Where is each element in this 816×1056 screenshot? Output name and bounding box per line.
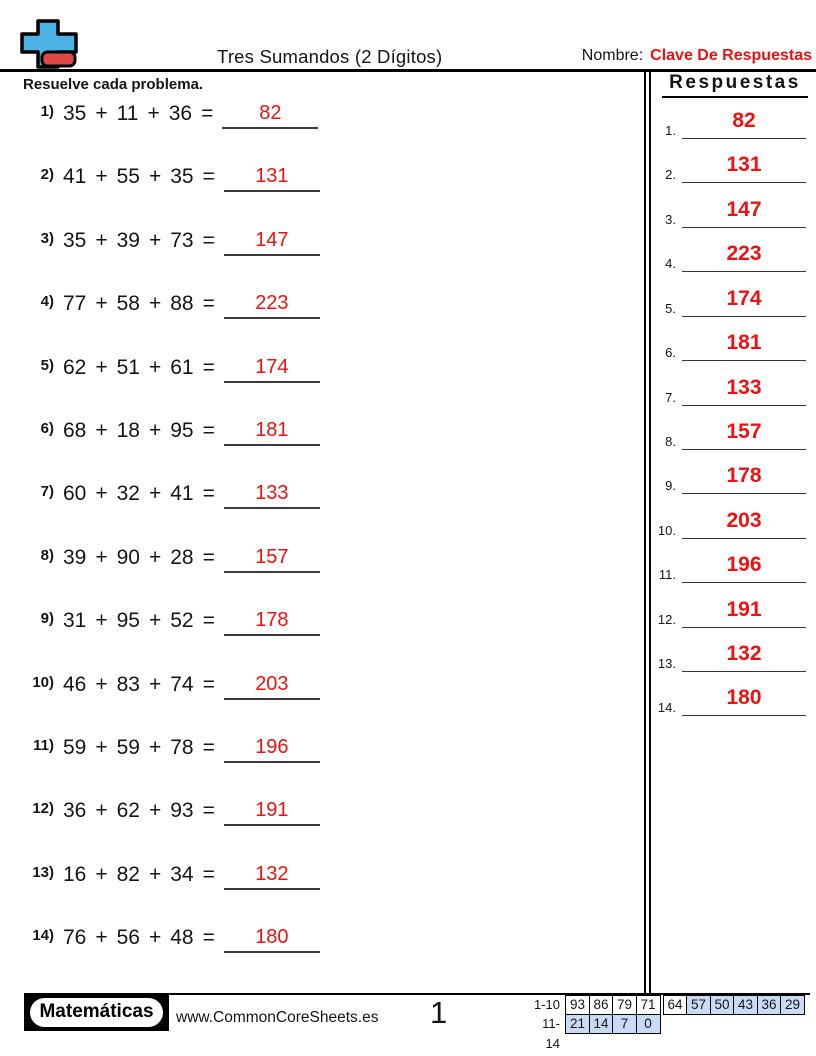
problem-expression — [63, 797, 215, 825]
page-number: 1 — [430, 995, 448, 1030]
problem-number: 14) — [32, 927, 54, 945]
plus-operator: + — [148, 482, 162, 506]
score-cell: 36 — [757, 995, 782, 1015]
problem-row — [24, 354, 320, 386]
addend: 77 — [63, 292, 87, 316]
answer-key-value: 131 — [682, 149, 806, 183]
problem-expression — [63, 544, 215, 572]
answers-panel-title: Respuestas — [662, 72, 808, 98]
website-url: www.CommonCoreSheets.es — [176, 1009, 379, 1026]
answer-blank: 191 — [224, 797, 320, 826]
answer-blank: 174 — [224, 354, 320, 383]
answer-key-number: 13. — [657, 656, 676, 672]
answer-key-value: 203 — [682, 505, 806, 539]
addend: 88 — [170, 292, 194, 316]
answer-blank: 133 — [224, 480, 320, 509]
problem-expression — [63, 861, 215, 889]
answer-blank: 178 — [224, 607, 320, 636]
plus-operator: + — [95, 862, 108, 886]
addend: 62 — [63, 355, 87, 379]
answer-key-item — [652, 238, 816, 272]
answer-key-number: 1. — [665, 123, 676, 138]
plus-operator: + — [148, 355, 162, 379]
score-cell: 64 — [663, 995, 688, 1015]
name-label: Nombre: — [581, 47, 644, 64]
problem-row — [24, 480, 320, 512]
problem-row — [24, 607, 320, 639]
score-cell: 21 — [565, 1014, 590, 1034]
addend: 41 — [63, 165, 87, 189]
score-cell: 7 — [612, 1014, 637, 1034]
problem-row — [24, 924, 320, 956]
score-cells — [565, 1014, 661, 1034]
plus-operator: + — [95, 736, 108, 759]
answer-key-value: 191 — [682, 594, 806, 628]
addend: 16 — [63, 862, 87, 886]
score-cell: 0 — [636, 1014, 661, 1034]
addend: 35 — [63, 102, 87, 125]
plus-operator: + — [148, 609, 162, 633]
equals-sign: = — [202, 736, 215, 759]
brand-badge: Matemáticas — [30, 998, 162, 1027]
addend: 82 — [116, 862, 140, 886]
answer-key-number: 10. — [657, 522, 676, 538]
answer-blank: 223 — [224, 290, 320, 319]
plus-operator: + — [95, 228, 108, 252]
addend: 59 — [116, 736, 140, 759]
plus-operator: + — [95, 926, 108, 950]
addend: 51 — [116, 355, 140, 379]
answer-blank: 203 — [224, 671, 320, 700]
answer-key-item — [652, 194, 816, 228]
answer-key-value: 132 — [682, 638, 806, 672]
answer-key-item — [652, 416, 816, 450]
answer-key-item — [652, 460, 816, 494]
addend: 55 — [116, 165, 140, 189]
answer-key-item — [652, 549, 816, 583]
problem-number: 13) — [32, 863, 54, 881]
logo-red-bar — [42, 52, 75, 66]
answer-blank: 131 — [224, 163, 320, 192]
problem-number: 2) — [40, 166, 54, 184]
addend: 76 — [63, 926, 87, 950]
answer-key-number: 7. — [665, 389, 676, 405]
addend: 39 — [63, 545, 87, 569]
problem-number: 10) — [32, 673, 54, 691]
problem-expression — [63, 227, 215, 255]
answer-key-value: 147 — [682, 194, 806, 228]
plus-operator: + — [148, 165, 162, 189]
problem-number: 12) — [32, 800, 54, 818]
score-cell: 79 — [612, 995, 637, 1015]
problem-row — [24, 544, 320, 576]
answer-key-number: 3. — [665, 211, 676, 227]
problem-number: 8) — [40, 546, 54, 564]
equals-sign: = — [202, 292, 215, 316]
addend: 61 — [170, 355, 194, 379]
plus-operator: + — [148, 862, 162, 886]
problems-list — [24, 100, 364, 990]
equals-sign: = — [202, 672, 215, 696]
answer-key-item — [652, 105, 816, 139]
equals-sign: = — [202, 862, 215, 886]
plus-operator: + — [95, 355, 108, 379]
plus-operator: + — [148, 672, 162, 696]
answer-key-number: 14. — [657, 700, 676, 716]
addend: 93 — [170, 799, 194, 823]
answer-blank: 196 — [224, 734, 320, 763]
equals-sign: = — [201, 102, 214, 125]
addend: 73 — [170, 228, 194, 252]
plus-operator: + — [95, 609, 108, 633]
problem-row — [24, 861, 320, 893]
answer-key-item — [652, 283, 816, 317]
answer-blank: 147 — [224, 227, 320, 256]
addend: 39 — [116, 228, 140, 252]
equals-sign: = — [202, 545, 215, 569]
answer-blank: 82 — [222, 100, 318, 129]
answer-key-number: 12. — [657, 611, 676, 627]
answer-key-number: 2. — [665, 167, 676, 183]
answer-key-number: 6. — [665, 345, 676, 361]
plus-operator: + — [95, 419, 108, 442]
answer-key-item — [652, 594, 816, 628]
answer-blank: 157 — [224, 544, 320, 573]
problem-expression — [63, 354, 215, 382]
name-value: Clave De Respuestas — [650, 47, 812, 64]
addend: 28 — [170, 545, 194, 569]
answer-key-number: 5. — [665, 300, 676, 316]
answer-key-value: 82 — [682, 105, 806, 139]
answer-blank: 180 — [224, 924, 320, 953]
addend: 48 — [170, 926, 194, 950]
problem-number: 4) — [40, 293, 54, 311]
addend: 41 — [170, 482, 194, 506]
answer-key-value: 133 — [682, 372, 806, 406]
score-cell: 29 — [780, 995, 805, 1015]
problem-row — [24, 797, 320, 829]
equals-sign: = — [202, 609, 215, 633]
plus-sign-logo — [19, 19, 79, 76]
addend: 95 — [116, 609, 140, 633]
problem-number: 6) — [40, 420, 54, 437]
addend: 35 — [63, 228, 87, 252]
problem-row — [24, 100, 318, 132]
problem-row — [24, 734, 320, 766]
answer-key-value: 196 — [682, 549, 806, 583]
plus-operator: + — [95, 165, 108, 189]
problem-number: 7) — [40, 483, 54, 501]
score-range-label: 11-14 — [542, 1015, 560, 1051]
addend: 62 — [116, 799, 140, 823]
problem-expression — [63, 100, 213, 128]
problem-row — [24, 417, 320, 449]
plus-operator: + — [95, 292, 108, 316]
problem-number: 5) — [40, 356, 54, 374]
score-cell: 43 — [733, 995, 758, 1015]
score-row — [530, 1014, 805, 1054]
problem-row — [24, 163, 320, 195]
problem-expression — [63, 290, 215, 318]
problem-expression — [63, 924, 215, 952]
answer-key-number: 11. — [658, 567, 676, 583]
answer-key-item — [652, 327, 816, 361]
answer-key-value: 180 — [682, 682, 806, 716]
problem-number: 3) — [40, 229, 54, 247]
plus-operator: + — [148, 926, 162, 950]
answer-key-value: 223 — [682, 238, 806, 272]
answer-key-item — [652, 149, 816, 183]
addend: 60 — [63, 482, 87, 506]
problem-expression — [63, 607, 215, 635]
score-row — [530, 995, 805, 1015]
answer-blank: 181 — [224, 417, 320, 446]
plus-operator: + — [148, 545, 162, 569]
score-range-label: 1-10 — [533, 997, 560, 1012]
addend: 11 — [116, 102, 139, 125]
answers-panel — [652, 72, 816, 996]
addend: 74 — [170, 672, 194, 696]
plus-sign-icon — [19, 19, 79, 71]
answer-key-number: 4. — [665, 256, 676, 272]
page-title: Tres Sumandos (2 Dígitos) — [217, 46, 443, 67]
score-cell: 86 — [589, 995, 614, 1015]
equals-sign: = — [202, 228, 215, 252]
addend: 18 — [116, 419, 140, 442]
problem-row — [24, 671, 320, 703]
plus-operator: + — [95, 672, 108, 696]
score-cell: 57 — [686, 995, 711, 1015]
answer-key-item — [652, 638, 816, 672]
plus-operator: + — [148, 292, 162, 316]
addend: 52 — [170, 609, 194, 633]
answer-key-number: 9. — [665, 478, 676, 494]
addend: 36 — [168, 102, 193, 125]
addend: 90 — [116, 545, 140, 569]
score-cell: 93 — [565, 995, 590, 1015]
plus-operator: + — [148, 419, 162, 442]
plus-operator: + — [95, 799, 108, 823]
answers-column-divider — [644, 70, 651, 994]
answer-key-item — [652, 505, 816, 539]
answer-key-value: 181 — [682, 327, 806, 361]
addend: 31 — [63, 609, 87, 633]
addend: 83 — [116, 672, 140, 696]
equals-sign: = — [202, 355, 215, 379]
score-cell: 71 — [636, 995, 661, 1015]
addend: 59 — [63, 736, 87, 759]
answer-key-item — [652, 372, 816, 406]
problem-expression — [63, 480, 215, 508]
addend: 36 — [63, 799, 87, 823]
addend: 68 — [63, 419, 87, 442]
equals-sign: = — [202, 926, 215, 950]
problem-number: 9) — [40, 610, 54, 628]
addend: 46 — [63, 672, 87, 696]
equals-sign: = — [202, 482, 215, 506]
answer-key-value: 178 — [682, 460, 806, 494]
answer-key-value: 157 — [682, 416, 806, 450]
problem-expression — [63, 671, 215, 699]
equals-sign: = — [202, 165, 215, 189]
instructions-text: Resuelve cada problema. — [23, 76, 204, 93]
addend: 95 — [170, 419, 194, 442]
problem-expression — [63, 417, 215, 445]
equals-sign: = — [202, 419, 215, 442]
addend: 56 — [116, 926, 140, 950]
problem-row — [24, 290, 320, 322]
plus-operator: + — [147, 102, 160, 125]
plus-operator: + — [148, 228, 162, 252]
answer-key-value: 174 — [682, 283, 806, 317]
addend: 78 — [170, 736, 194, 759]
addend: 35 — [170, 165, 194, 189]
addend: 32 — [116, 482, 140, 506]
problem-expression — [63, 734, 215, 762]
answer-blank: 132 — [224, 861, 320, 890]
brand-box — [24, 993, 169, 1031]
plus-operator: + — [148, 736, 162, 759]
plus-operator: + — [95, 102, 108, 125]
problem-expression — [63, 163, 215, 191]
score-cell: 14 — [589, 1014, 614, 1034]
problem-number: 1) — [40, 103, 54, 120]
problem-row — [24, 227, 320, 259]
plus-operator: + — [95, 545, 108, 569]
addend: 58 — [116, 292, 140, 316]
name-block — [582, 47, 812, 65]
score-cells — [565, 995, 805, 1015]
plus-operator: + — [148, 799, 162, 823]
plus-operator: + — [95, 482, 108, 506]
problem-number: 11) — [33, 737, 54, 754]
score-cell: 50 — [710, 995, 735, 1015]
equals-sign: = — [202, 799, 215, 823]
score-conversion-table — [530, 995, 805, 1054]
answer-key-item — [652, 682, 816, 716]
answer-key-number: 8. — [665, 433, 676, 449]
addend: 34 — [170, 862, 194, 886]
